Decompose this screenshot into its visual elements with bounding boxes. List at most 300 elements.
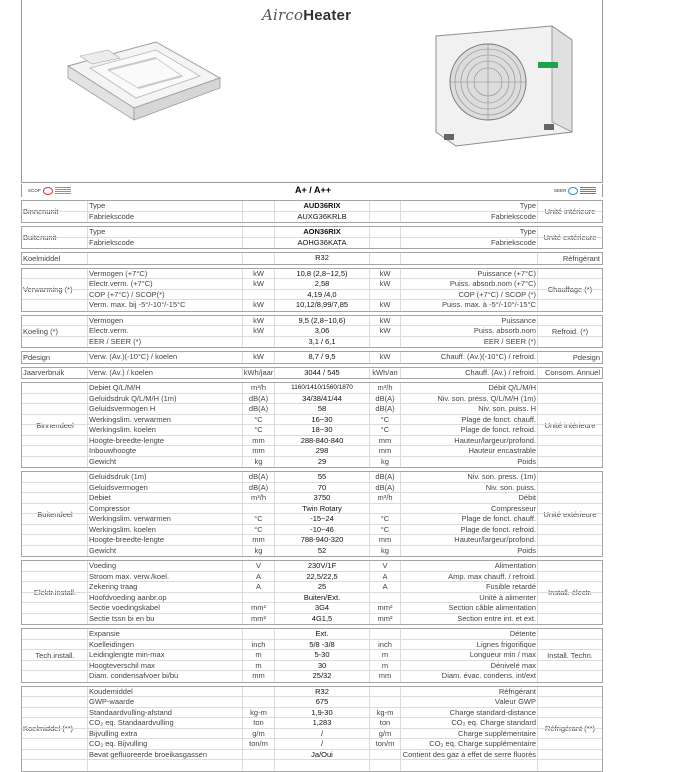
spec-row <box>22 661 602 672</box>
unit-nl: °C <box>242 525 274 536</box>
unit-fr <box>370 697 400 708</box>
group-label-nl: Jaarverbruik <box>23 368 65 378</box>
spec-label-fr: Longueur min / max <box>400 650 538 661</box>
spec-label-nl: Leidinglengte min-max <box>87 650 242 661</box>
unit-fr: m³/h <box>377 493 393 502</box>
unit-fr: kg <box>381 545 389 555</box>
spec-label-nl: Werkingslim. koelen <box>87 425 242 436</box>
spec-label-fr: Niv. son. press. Q/L/M/H (1m) <box>400 394 538 405</box>
spec-value: 55 <box>274 472 370 483</box>
unit-nl: °C <box>242 415 274 426</box>
unit-fr: °C <box>380 524 390 534</box>
spec-row <box>22 640 602 651</box>
unit-nl <box>242 750 274 761</box>
snowflake-icon <box>568 187 578 195</box>
unit-nl <box>242 593 274 604</box>
spec-value: AON36RIX <box>274 227 370 238</box>
energy-bars-icon <box>580 187 596 194</box>
spec-value: -15~24 <box>274 514 370 525</box>
spec-row <box>22 425 602 436</box>
spec-label-fr: Contient des gaz à effet de serre fluorés <box>400 750 538 761</box>
unit-nl: dB(A) <box>242 472 274 483</box>
spec-label-nl: Werkingslim. verwarmen <box>87 514 242 525</box>
spec-label-nl: Geluidsdruk (1m) <box>87 472 242 483</box>
energy-rating-band <box>21 184 603 197</box>
spec-row <box>22 394 602 405</box>
spec-value <box>274 760 370 771</box>
unit-nl: kWh/jaar <box>243 367 274 377</box>
spec-row <box>22 316 602 327</box>
spec-value: 788-940-320 <box>274 535 370 546</box>
unit-fr: °C <box>380 425 390 434</box>
unit-fr: kg-m <box>376 707 394 717</box>
spec-label-fr: CO₂ eq. Charge standard <box>400 718 538 729</box>
spec-label-nl: Werkingslim. verwarmen <box>87 415 242 426</box>
spec-label-fr <box>400 253 538 264</box>
spec-label-fr: Alimentation <box>400 561 538 572</box>
unit-fr: g/m <box>378 728 392 738</box>
spec-value: 3,06 <box>274 326 370 337</box>
spec-row <box>22 718 602 729</box>
spec-label-fr: Unité à alimenter <box>400 593 538 604</box>
spec-row <box>22 493 602 504</box>
unit-fr: °C <box>380 414 390 424</box>
spec-label-fr: Détente <box>400 629 538 640</box>
spec-label-nl: Hoogte-breedte-lengte <box>87 436 242 447</box>
spec-label-nl: Bevat gefluoreerde broeikasgassen <box>87 750 242 761</box>
spec-label-fr: Fabriekscode <box>400 238 538 249</box>
spec-label-nl: CO₂ eq. Standaardvulling <box>87 718 242 729</box>
spec-label-fr: Plage de fonct. refroid. <box>400 425 538 436</box>
unit-fr: mm <box>378 535 392 544</box>
unit-fr: kW <box>379 279 391 288</box>
unit-fr <box>370 253 400 264</box>
group-label-fr: Chauffage (*) <box>547 285 593 294</box>
spec-label-fr: Puiss. max. à -5°/-10°/-15°C <box>400 300 538 311</box>
spec-value: 25/32 <box>274 671 370 682</box>
spec-row <box>22 504 602 515</box>
spec-label-fr: Plage de fonct. chauff. <box>400 514 538 525</box>
spec-label-fr: Fabriekscode <box>400 212 538 223</box>
spec-label-nl: Fabriekscode <box>87 238 242 249</box>
spec-label-nl: Koelleidingen <box>87 640 242 651</box>
spec-value: 8,7 / 9,5 <box>274 352 370 363</box>
spec-label-nl: Electr.verm. <box>87 326 242 337</box>
unit-fr <box>370 227 400 238</box>
unit-nl: mm <box>242 446 274 457</box>
unit-nl: ton <box>242 718 274 729</box>
spec-label-nl: Type <box>87 227 242 238</box>
spec-label-fr: Chauff. (Av.)(-10°C) / refroid. <box>400 352 538 363</box>
unit-nl: ton/m <box>242 739 274 750</box>
unit-nl <box>242 253 274 264</box>
spec-row <box>22 457 602 468</box>
unit-fr: dB(A) <box>375 404 395 413</box>
spec-label-fr <box>400 760 538 771</box>
product-header <box>21 0 603 183</box>
spec-row <box>22 760 602 771</box>
spec-row <box>22 729 602 740</box>
unit-fr <box>370 337 400 348</box>
spec-group <box>21 200 603 223</box>
spec-label-fr: Puiss. absorb.nom <box>400 326 538 337</box>
unit-fr: m <box>381 650 389 659</box>
spec-row <box>22 253 602 264</box>
spec-label-nl <box>87 253 242 264</box>
spec-row <box>22 603 602 614</box>
unit-nl: A <box>242 582 274 593</box>
spec-row <box>22 383 602 394</box>
spec-group <box>21 471 603 557</box>
spec-label-nl: Compressor <box>87 504 242 515</box>
unit-nl <box>242 760 274 771</box>
spec-value: Twin Rotary <box>274 504 370 515</box>
unit-fr <box>370 750 400 761</box>
spec-label-nl: Bijvulling extra <box>87 729 242 740</box>
group-label-fr: Réfrigérant <box>562 253 600 263</box>
spec-label-fr: Valeur GWP <box>400 697 538 708</box>
unit-fr: m <box>381 660 389 670</box>
spec-label-fr: Fusible retardé <box>400 582 538 593</box>
group-label-fr: Unité extérieure <box>543 233 597 242</box>
unit-nl <box>242 697 274 708</box>
spec-row <box>22 483 602 494</box>
unit-nl <box>242 504 274 515</box>
spec-label-fr: Poids <box>400 546 538 557</box>
unit-nl: kg <box>242 457 274 468</box>
spec-row <box>22 238 602 249</box>
spec-label-fr: Plage de fonct. refroid. <box>400 525 538 536</box>
spec-row <box>22 629 602 640</box>
spec-label-fr: Niv. son. press. (1m) <box>400 472 538 483</box>
spec-group <box>21 560 603 625</box>
spec-value: AUD36RIX <box>274 201 370 212</box>
unit-nl: °C <box>242 514 274 525</box>
spec-value: 29 <box>274 457 370 468</box>
spec-row <box>22 614 602 625</box>
unit-nl <box>242 290 274 301</box>
spec-label-nl: Inbouwhoogte <box>87 446 242 457</box>
unit-nl: m³/h <box>242 493 274 504</box>
spec-label-nl: Stroom max. verw./koel. <box>87 572 242 583</box>
spec-value: 18~30 <box>274 425 370 436</box>
spec-label-nl: Standaardvulling-afstand <box>87 708 242 719</box>
spec-row <box>22 300 602 311</box>
unit-fr: ton/m <box>375 739 395 748</box>
unit-fr <box>370 238 400 249</box>
unit-fr <box>370 504 400 515</box>
spec-group <box>21 315 603 349</box>
spec-value: -10~46 <box>274 525 370 536</box>
scop-badge: SCOP <box>28 186 71 195</box>
spec-label-nl: COP (+7°C) / SCOP(*) <box>87 290 242 301</box>
spec-label-nl: Vermogen (+7°C) <box>87 269 242 280</box>
unit-nl: kW <box>242 326 274 337</box>
spec-value: R32 <box>274 253 370 264</box>
spec-label-nl: Expansie <box>87 629 242 640</box>
unit-fr: kW <box>379 300 391 309</box>
unit-nl <box>242 238 274 249</box>
spec-value: 34/38/41/44 <box>274 394 370 405</box>
spec-label-nl: Verw. (Av.) / koelen <box>87 368 242 379</box>
unit-nl: A <box>242 572 274 583</box>
spec-value: 3G4 <box>274 603 370 614</box>
spec-label-fr: Hauteur/largeur/profond. <box>400 436 538 447</box>
spec-row <box>22 572 602 583</box>
unit-nl: mm² <box>242 603 274 614</box>
spec-value: Ja/Oui <box>274 750 370 761</box>
spec-label-nl: EER / SEER (*) <box>87 337 242 348</box>
unit-nl: dB(A) <box>242 404 274 415</box>
spec-group <box>21 252 603 265</box>
spec-group <box>21 351 603 364</box>
spec-label-fr: Compresseur <box>400 504 538 515</box>
spec-row <box>22 472 602 483</box>
spec-label-fr: Réfrigérant <box>400 687 538 698</box>
spec-label-fr: Hauteur/largeur/profond. <box>400 535 538 546</box>
indoor-unit-image <box>48 38 238 128</box>
spec-label-fr: Débit <box>400 493 538 504</box>
spec-row <box>22 750 602 761</box>
spec-row <box>22 708 602 719</box>
unit-nl <box>242 687 274 698</box>
spec-label-fr: Charge supplémentaire <box>400 729 538 740</box>
spec-group <box>21 226 603 249</box>
group-label-nl: Koeling (*) <box>23 326 59 336</box>
unit-fr: kW <box>379 326 391 335</box>
spec-label-nl: Sectie voedingskabel <box>87 603 242 614</box>
unit-nl: m <box>242 661 274 672</box>
group-label-fr: Unité intérieure <box>544 420 596 430</box>
spec-row <box>22 546 602 557</box>
spec-row <box>22 561 602 572</box>
spec-label-nl: Fabriekscode <box>87 212 242 223</box>
unit-fr: A <box>382 582 388 591</box>
spec-value: 9,5 (2,8~10,6) <box>274 316 370 327</box>
unit-fr: mm <box>378 671 392 680</box>
unit-fr: V <box>382 561 388 570</box>
unit-fr: A <box>382 571 388 581</box>
spec-row <box>22 227 602 238</box>
spec-label-fr: Type <box>400 201 538 212</box>
spec-label-nl: Debiet Q/L/M/H <box>87 383 242 394</box>
spec-row <box>22 368 602 379</box>
unit-fr: kg <box>381 456 389 466</box>
unit-fr: mm <box>378 435 392 445</box>
group-label-fr: Refroid. (*) <box>551 326 589 336</box>
spec-value: 5/8 -3/8 <box>274 640 370 651</box>
spec-row <box>22 415 602 426</box>
unit-fr <box>370 760 400 771</box>
spec-label-fr: COP (+7°C) / SCOP (*) <box>400 290 538 301</box>
spec-value: 1,9-30 <box>274 708 370 719</box>
group-label-fr: Install. électr. <box>548 588 592 597</box>
spec-label-fr: Poids <box>400 457 538 468</box>
unit-nl: m³/h <box>242 383 274 394</box>
spec-label-nl: Hoofdvoeding aanbr.op <box>87 593 242 604</box>
spec-group <box>21 628 603 683</box>
brand-logo: AircoHeater <box>262 6 352 24</box>
spec-label-nl: Type <box>87 201 242 212</box>
group-label-nl: Verwarming (*) <box>23 285 73 294</box>
spec-value: AOHG36KATA <box>274 238 370 249</box>
group-label-fr: Install. Techn. <box>547 650 593 660</box>
spec-value: 288-840-840 <box>274 436 370 447</box>
unit-fr: dB(A) <box>375 472 395 481</box>
spec-row <box>22 514 602 525</box>
spec-label-nl: Diam. condensafvoer bi/bu <box>87 671 242 682</box>
spec-value: 2,58 <box>274 279 370 290</box>
group-label-nl: Binnenunit <box>23 207 59 216</box>
spec-value: Buiten/Ext. <box>274 593 370 604</box>
spec-label-nl: Gewicht <box>87 457 242 468</box>
group-label-nl: Koelmiddel <box>23 253 61 263</box>
spec-label-nl: Sectie tssn bi en bu <box>87 614 242 625</box>
spec-group <box>21 686 603 772</box>
unit-fr: mm² <box>377 613 393 623</box>
unit-fr <box>370 201 400 212</box>
group-label-nl: Buitendeel <box>37 509 73 519</box>
spec-label-nl: GWP-waarde <box>87 697 242 708</box>
spec-value: 58 <box>274 404 370 415</box>
spec-value: 675 <box>274 697 370 708</box>
spec-value: 3044 / 545 <box>274 368 370 379</box>
unit-fr <box>370 687 400 698</box>
group-label-fr: Unité extérieure <box>543 509 597 519</box>
unit-fr: inch <box>378 639 392 649</box>
unit-nl: kW <box>242 279 274 290</box>
spec-label-fr: Puissance <box>400 316 538 327</box>
unit-fr: kWh/an <box>372 367 398 377</box>
spec-row <box>22 404 602 415</box>
unit-nl: kW <box>242 352 274 363</box>
spec-row <box>22 739 602 750</box>
spec-value: 25 <box>274 582 370 593</box>
spec-label-fr: Débit Q/L/M/H <box>400 383 538 394</box>
unit-fr <box>370 593 400 604</box>
group-label-nl: Binnendeel <box>36 420 74 430</box>
spec-value: 3750 <box>274 493 370 504</box>
seer-badge: SEER <box>554 186 596 195</box>
spec-label-nl: Gewicht <box>87 546 242 557</box>
spec-value: R32 <box>274 687 370 698</box>
spec-label-nl: Debiet <box>87 493 242 504</box>
unit-fr <box>370 629 400 640</box>
unit-fr: m³/h <box>377 383 393 392</box>
spec-label-fr: Plage de fonct. chauff. <box>400 415 538 426</box>
spec-row <box>22 650 602 661</box>
spec-label-fr: Charge standard-distance <box>400 708 538 719</box>
group-label-fr: Pdesign <box>572 352 600 362</box>
unit-nl: kg-m <box>242 708 274 719</box>
unit-fr: °C <box>380 514 390 523</box>
spec-label-fr: Amp. max chauff. / refroid. <box>400 572 538 583</box>
group-label-nl: Tech.install. <box>35 650 75 660</box>
unit-nl: m <box>242 650 274 661</box>
spec-label-nl: Hoogteverschil max <box>87 661 242 672</box>
unit-fr: dB(A) <box>375 393 395 403</box>
spec-label-nl <box>87 760 242 771</box>
unit-nl <box>242 212 274 223</box>
spec-value: 230V/1F <box>274 561 370 572</box>
spec-value: 1160/1410/1560/1870 <box>274 383 370 394</box>
spec-value: 298 <box>274 446 370 457</box>
unit-nl: °C <box>242 425 274 436</box>
unit-nl <box>242 629 274 640</box>
spec-row <box>22 671 602 682</box>
spec-label-fr: Puissance (+7°C) <box>400 269 538 280</box>
spec-group <box>21 382 603 468</box>
unit-fr: mm² <box>377 603 393 612</box>
spec-label-fr: Chauff. (Av.) / refroid. <box>400 368 538 379</box>
spec-label-nl: Geluidsdruk Q/L/M/H (1m) <box>87 394 242 405</box>
spec-value: 4,19 /4,0 <box>274 290 370 301</box>
group-label-nl: Elektr.install. <box>33 588 77 597</box>
spec-label-nl: Electr.verm. (+7°C) <box>87 279 242 290</box>
spec-value: / <box>274 739 370 750</box>
spec-row <box>22 697 602 708</box>
spec-label-nl: Zekering traag <box>87 582 242 593</box>
spec-value: 4G1,5 <box>274 614 370 625</box>
unit-fr <box>370 212 400 223</box>
spec-label-fr: CO₂ eq. Charge supplémentaire <box>400 739 538 750</box>
spec-label-nl: Geluidsvermogen H <box>87 404 242 415</box>
spec-label-fr: Lignes frigorifique <box>400 640 538 651</box>
spec-label-nl: Werkingslim. koelen <box>87 525 242 536</box>
spec-label-fr: Section entre int. et ext. <box>400 614 538 625</box>
unit-nl: inch <box>242 640 274 651</box>
spec-row <box>22 535 602 546</box>
unit-nl: mm <box>242 671 274 682</box>
unit-nl: kg <box>242 546 274 557</box>
unit-fr: kW <box>379 352 391 361</box>
spec-label-nl: Voeding <box>87 561 242 572</box>
unit-nl: kW <box>242 300 274 311</box>
spec-label-fr: Section câble alimentation <box>400 603 538 614</box>
unit-nl: mm <box>242 436 274 447</box>
spec-row <box>22 212 602 223</box>
spec-row <box>22 279 602 290</box>
unit-nl: mm² <box>242 614 274 625</box>
spec-row <box>22 201 602 212</box>
unit-fr: dB(A) <box>375 482 395 492</box>
spec-label-fr: Niv. son. puiss. <box>400 483 538 494</box>
spec-label-nl: Verw. (Av.)(-10°C) / koelen <box>87 352 242 363</box>
unit-fr: ton <box>379 718 391 727</box>
spec-value: / <box>274 729 370 740</box>
spec-label-fr: Dénivelé max <box>400 661 538 672</box>
spec-label-fr: Diam. évac. condens. int/ext <box>400 671 538 682</box>
spec-label-nl: CO₂ eq. Bijvulling <box>87 739 242 750</box>
unit-nl: dB(A) <box>242 394 274 405</box>
spec-group <box>21 268 603 312</box>
spec-value: Ext. <box>274 629 370 640</box>
spec-row <box>22 582 602 593</box>
spec-row <box>22 326 602 337</box>
unit-nl: dB(A) <box>242 483 274 494</box>
spec-value: 1,283 <box>274 718 370 729</box>
spec-row <box>22 269 602 280</box>
spec-label-fr: Type <box>400 227 538 238</box>
unit-fr: kW <box>379 268 391 278</box>
spec-row <box>22 436 602 447</box>
unit-fr: mm <box>378 446 392 455</box>
spec-value: 22,5/22,5 <box>274 572 370 583</box>
group-label-nl: Buitenunit <box>23 233 57 242</box>
group-label-nl: Pdesign <box>23 352 51 362</box>
unit-nl: kW <box>242 269 274 280</box>
unit-fr <box>370 290 400 301</box>
